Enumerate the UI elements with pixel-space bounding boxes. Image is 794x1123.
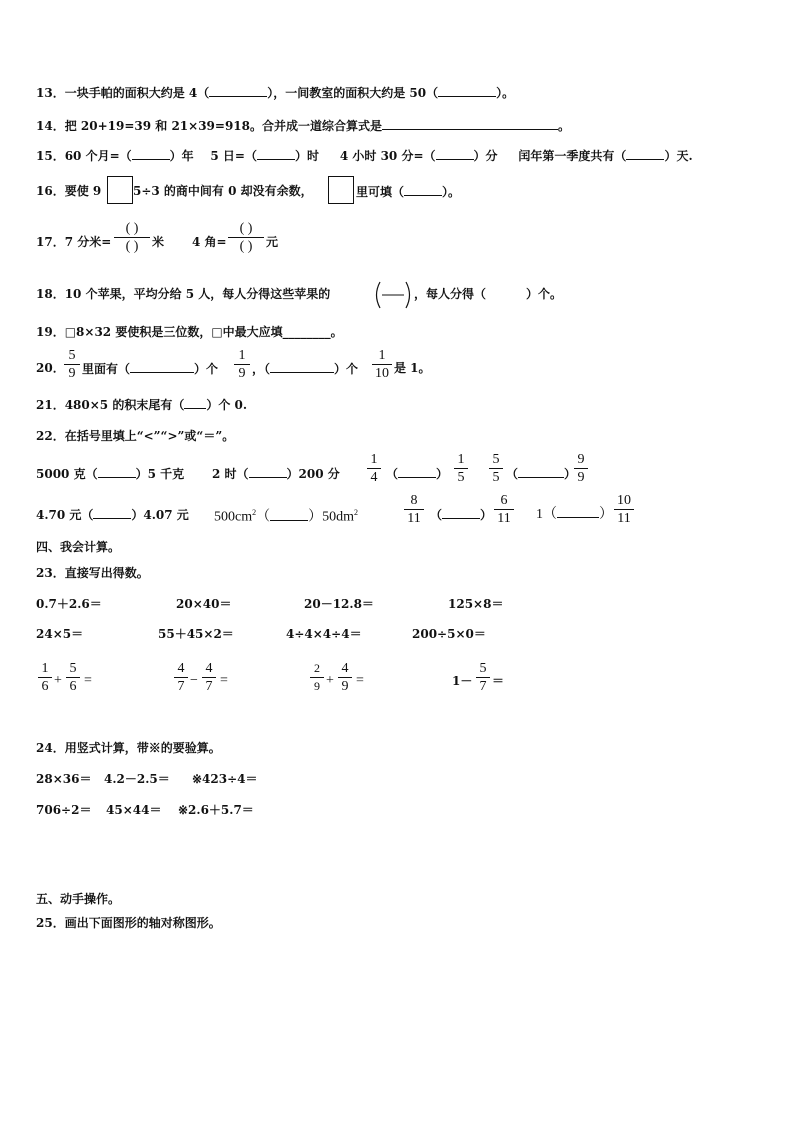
calc-item: 55＋45×2＝ [158, 627, 234, 641]
question-25: 25．画出下面图形的轴对称图形。 [36, 916, 221, 930]
fraction: 8 11 [404, 493, 424, 526]
answer-blank[interactable] [93, 506, 131, 519]
fraction: 1 6 [38, 661, 52, 694]
question-24-title: 24．用竖式计算，带※的要验算。 [36, 741, 221, 755]
question-18-part-a: 18．10 个苹果，平均分给 5 人，每人分得这些苹果的 [36, 287, 331, 301]
question-17-unit: 米 [152, 235, 165, 249]
fraction: 1 9 [234, 348, 250, 381]
fraction: 1 4 [367, 452, 381, 485]
compare-blank-group: （ ） [386, 467, 449, 481]
question-16-part-b: 5÷3 的商中间有 0 却没有余数， [133, 184, 313, 198]
equals-sign: = [84, 673, 92, 688]
calc-item: 45×44＝ [106, 803, 162, 817]
equals-sign: = [356, 673, 364, 688]
answer-blank[interactable] [626, 147, 664, 160]
question-16-part-c: 里可填（ ）。 [356, 185, 461, 199]
fraction: 5 5 [489, 452, 503, 485]
calc-item: 24×5＝ [36, 627, 84, 641]
answer-blank[interactable] [249, 465, 287, 478]
calc-item: 125×8＝ [448, 597, 504, 611]
fraction: 5 6 [66, 661, 80, 694]
calc-item: 20×40＝ [176, 597, 232, 611]
calc-item: 0.7＋2.6＝ [36, 597, 102, 611]
question-20-number: 20． [36, 361, 65, 375]
question-21: 21．480×5 的积末尾有（ ）个 0. [36, 398, 248, 412]
answer-blank[interactable] [270, 508, 308, 521]
answer-blank[interactable] [184, 396, 206, 409]
question-16-part-a: 16．要使 9 [36, 184, 102, 198]
fraction: 4 7 [174, 661, 188, 694]
fraction: 6 11 [494, 493, 514, 526]
compare-row-1b: 2 时（ ）200 分 [212, 467, 340, 481]
answer-blank[interactable] [257, 147, 295, 160]
answer-blank[interactable] [382, 117, 558, 130]
fraction: 10 11 [614, 493, 634, 526]
compare-row-2b: $500cm^2$（ ）$50dm^2$ [214, 508, 358, 525]
fraction-paren-blank[interactable] [372, 280, 414, 310]
compare-blank-group: 1（ ） [536, 507, 613, 522]
answer-blank[interactable] [557, 505, 599, 518]
question-17-unit: 元 [266, 235, 279, 249]
question-18-part-b: ，每人分得（ ）个。 [414, 287, 563, 301]
digit-box[interactable] [107, 176, 133, 204]
question-13: 13．一块手帕的面积大约是 4（ ），一间教室的面积大约是 50（ ）。 [36, 86, 515, 100]
question-20-part-d: ，（ ）个 [252, 362, 359, 376]
calc-item: 28×36＝ [36, 772, 92, 786]
question-14: 14．把 20+19=39 和 21×39=918。合并成一道综合算式是 。 [36, 119, 571, 133]
answer-blank[interactable] [398, 465, 436, 478]
answer-blank[interactable] [518, 465, 564, 478]
digit-box[interactable] [328, 176, 354, 204]
equals-sign: = [220, 673, 228, 688]
answer-blank[interactable] [130, 360, 194, 373]
fraction: 4 7 [202, 661, 216, 694]
question-19: 19．□8×32 要使积是三位数，□中最大应填________。 [36, 325, 343, 339]
plus-sign: + [54, 673, 62, 688]
compare-blank-group: （ ） [430, 508, 493, 522]
question-20-end: 是 1。 [394, 361, 431, 375]
question-17-part-c: 4 角= [192, 235, 227, 249]
answer-blank[interactable] [438, 84, 496, 97]
section-4-title: 四、我会计算。 [36, 540, 121, 554]
answer-blank[interactable] [98, 465, 136, 478]
calc-item: ※2.6＋5.7＝ [178, 803, 254, 817]
calc-item: ※423÷4＝ [192, 772, 258, 786]
answer-blank[interactable] [436, 147, 474, 160]
question-20-part-b: 里面有（ ）个 [82, 362, 219, 376]
answer-blank[interactable] [404, 183, 442, 196]
fraction: 5 7 [476, 661, 490, 694]
calc-item: 20－12.8＝ [304, 597, 374, 611]
question-23-title: 23．直接写出得数。 [36, 566, 149, 580]
answer-blank[interactable] [132, 147, 170, 160]
question-22-title: 22．在括号里填上“<”“>”或“＝”。 [36, 429, 235, 443]
calc-item: 200÷5×0＝ [412, 627, 486, 641]
fraction: 5 9 [64, 348, 80, 381]
fraction: 2 9 [310, 661, 324, 694]
fraction: 1 5 [454, 452, 468, 485]
answer-blank[interactable] [442, 506, 480, 519]
one-minus: 1－ [452, 674, 473, 688]
compare-row-2a: 4.70 元（ ）4.07 元 [36, 508, 189, 522]
section-5-title: 五、动手操作。 [36, 892, 121, 906]
calc-item: 4÷4×4÷4＝ [286, 627, 362, 641]
fraction: 9 9 [574, 452, 588, 485]
plus-sign: + [326, 673, 334, 688]
compare-blank-group: （ ） [506, 467, 577, 481]
question-15: 15．60 个月=（ ）年 5 日=（ ）时 4 小时 30 分=（ ）分 闰年第一季度共有（ ）天. [36, 149, 693, 163]
equals-sign: ＝ [492, 674, 505, 688]
calc-item: 706÷2＝ [36, 803, 92, 817]
compare-row-1a: 5000 克（ ）5 千克 [36, 467, 185, 481]
answer-blank[interactable] [209, 84, 267, 97]
fraction: 1 10 [372, 348, 392, 381]
minus-sign: − [190, 673, 198, 688]
fraction: 4 9 [338, 661, 352, 694]
question-17-part-a: 17．7 分米= [36, 235, 112, 249]
calc-item: 4.2－2.5＝ [104, 772, 170, 786]
fraction-blank[interactable]: ( ) ( ) [228, 221, 264, 254]
answer-blank[interactable] [270, 360, 334, 373]
fraction-blank[interactable]: ( ) ( ) [114, 221, 150, 254]
